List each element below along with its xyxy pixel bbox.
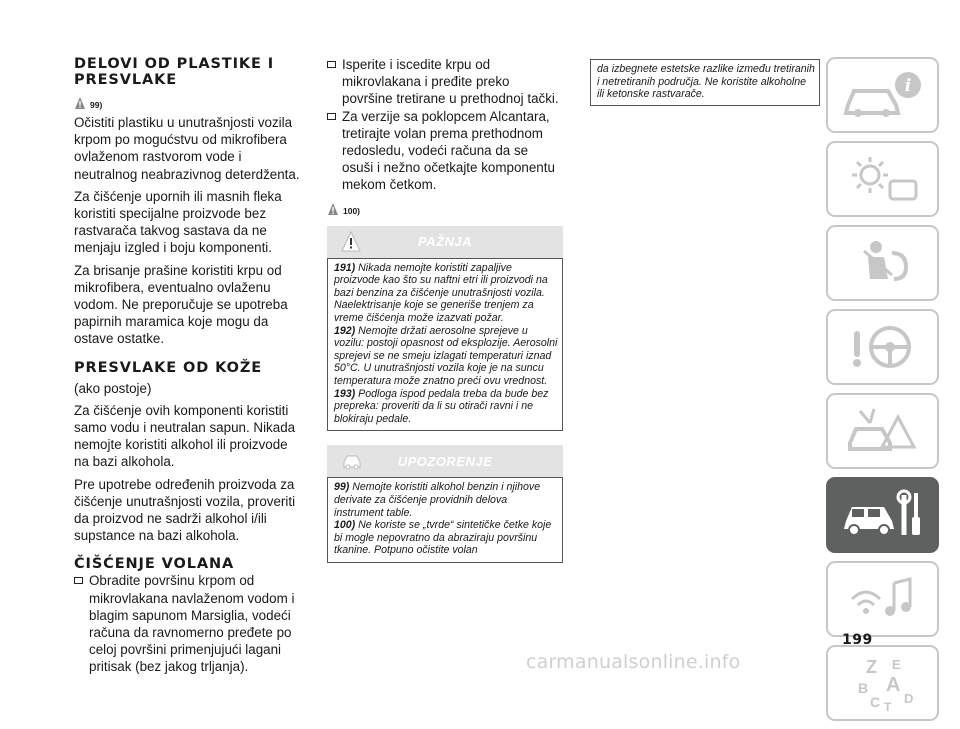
caution-item	[334, 481, 558, 519]
car-warning-icon	[327, 202, 339, 216]
bullet-text: Isperite i iscedite krpu od mikrovlakana i pređite preko površine tretirane u prethodnoj tački.	[342, 57, 559, 107]
tab-steering[interactable]	[826, 309, 939, 385]
tab-safety[interactable]	[826, 225, 939, 301]
bullet-item	[74, 572, 306, 675]
section-heading-plastics: DELOVI OD PLASTIKE I PRESVLAKE	[74, 56, 275, 88]
index-letter: D	[903, 691, 913, 706]
bullet-square-icon	[74, 577, 83, 584]
index-icon	[840, 653, 926, 713]
warning-text: Nemojte držati aerosolne spreјeve u vozilu: postoji opasnost od eksplozije. Aerosolni sprejevi se ne smeju izlagati temperaturi iznad 50°C. U unutrašnjosti vozila koje je na suncu temperatura može znatno preći ovu vrednost.	[334, 324, 558, 387]
car-warning-icon	[74, 96, 86, 110]
index-letter: A	[885, 674, 900, 696]
warning-number: 193)	[334, 387, 356, 400]
warning-item	[334, 388, 558, 426]
caution-number: 100)	[334, 519, 356, 532]
chapter-tabs	[826, 57, 939, 729]
car-info-icon	[840, 69, 926, 121]
index-letter: Z	[865, 657, 877, 677]
caution-title: UPOZORENJE	[397, 453, 493, 469]
safety-airbag-icon	[840, 235, 926, 291]
index-letter: E	[891, 657, 901, 672]
warning-header	[327, 226, 563, 258]
tab-car-info[interactable]	[826, 57, 939, 133]
reference-marker	[74, 90, 306, 110]
tab-emergency[interactable]	[826, 393, 939, 469]
bullet-text: Za verzije sa poklopcem Alcantara, tretirajte volan prema prethodnom redosledu, vodeći računa da se osuši i nežno očetkajte komponentu mekom četkom.	[342, 108, 555, 193]
warning-number: 192)	[334, 324, 356, 337]
column-2	[327, 56, 563, 563]
paragraph: Očistiti plastiku u unutrašnjosti vozila krpom po mogućstvu od mikrofibera ovlaženom rastvorom vode i neutralnog neabrazivnog deterdženta.	[74, 115, 300, 182]
reference-number: 99)	[90, 100, 103, 110]
emergency-icon	[840, 403, 926, 459]
bullet-square-icon	[327, 113, 336, 120]
warning-item	[334, 325, 558, 388]
tab-multimedia[interactable]	[826, 561, 939, 637]
reference-marker	[327, 196, 563, 216]
index-letter: T	[883, 700, 891, 713]
paragraph: Za čišćenje upornih ili masnih fleka koristiti specijalne proizvode bez rastvarača takvog sastava da ne menjaju izgled i boju komponenti.	[74, 188, 282, 256]
steering-wheel-icon	[840, 319, 926, 375]
warning-body	[327, 258, 563, 432]
warning-lights-icon	[840, 151, 926, 207]
index-letter: B	[857, 680, 868, 696]
warning-text: Podloga ispod pedala treba da bude bez prepreka: proveriti da li su otirači ravni i ne blokiraju pedale.	[334, 387, 549, 425]
tab-warning-lights[interactable]	[826, 141, 939, 217]
page-number: 199	[842, 632, 873, 648]
svg-text:i: i	[904, 76, 911, 96]
caution-item	[334, 519, 558, 557]
index-letter: C	[869, 694, 880, 710]
column-3	[590, 59, 820, 106]
bullet-item	[327, 108, 563, 194]
paragraph: Za čišćenje ovih komponenti koristiti samo vodu i neutralan sapun. Nikada nemojte koristiti alkohol ili proizvode na bazi alkohola.	[74, 402, 296, 470]
maintenance-icon	[840, 487, 926, 543]
warning-item	[334, 262, 558, 325]
warning-text: Nikada nemojte koristiti zapaljive proizvode kao što su naftni etri ili proizvodi na bazi benzina za čišćenje unutrašnjosti vozila. Naelektrisanje koje se generiše trenjem za vreme čišćenja može izazvati požar.	[334, 261, 548, 324]
caution-continuation: da izbegnete estetske razlike između tretiranih i netretiranih područja. Ne koristite alkoholne ili ketonske rastvarače.	[590, 59, 820, 106]
warning-title: PAŽNJA	[417, 234, 473, 250]
paragraph: Za brisanje prašine koristiti krpu od mikrofibera, eventualno ovlaženu vodom. Ne preporučuje se upotreba papirnih maramica koje mogu da ostave ostatke.	[74, 262, 288, 347]
column-1	[74, 56, 306, 676]
multimedia-icon	[840, 571, 926, 627]
bullet-text: Obradite površinu krpom od mikrovlakana navlaženom vodom i blagim sapunom Marsiglia, vodeći računa da ravnomerno pređete po celoj površini primenjujući lagani pritisak (bez jakog trljanja).	[89, 573, 295, 675]
tab-maintenance[interactable]	[826, 477, 939, 553]
section-heading-leather: PRESVLAKE OD KOŽE	[74, 359, 263, 376]
paragraph: Pre upotrebe određenih proizvoda za čišćenje unutrašnjosti vozila, proveriti da proizvod ne sadrži alkohol i/ili supstance na bazi alkohola.	[74, 476, 296, 544]
caution-body	[327, 477, 563, 563]
caution-header	[327, 445, 563, 477]
caution-text: Ne koriste se „tvrde“ sintetičke četke koje bi mogle nepovratno da abraziraju površinu tkanine. Potpuno očistite volan	[334, 519, 552, 557]
section-heading-steering-wheel: ČIŠĆENJE VOLANA	[74, 556, 235, 573]
warning-number: 191)	[334, 261, 356, 274]
caution-number: 99)	[334, 481, 350, 494]
paragraph: (ako postoje)	[74, 380, 152, 396]
bullet-square-icon	[327, 61, 336, 68]
reference-number: 100)	[343, 205, 361, 216]
bullet-item	[327, 56, 563, 108]
caution-text: Nemojte koristiti alkohol benzin i njihove derivate za čišćenje providnih delova instrument table.	[334, 481, 541, 519]
tab-index[interactable]	[826, 645, 939, 721]
watermark: carmanualsonline.info	[526, 651, 741, 673]
